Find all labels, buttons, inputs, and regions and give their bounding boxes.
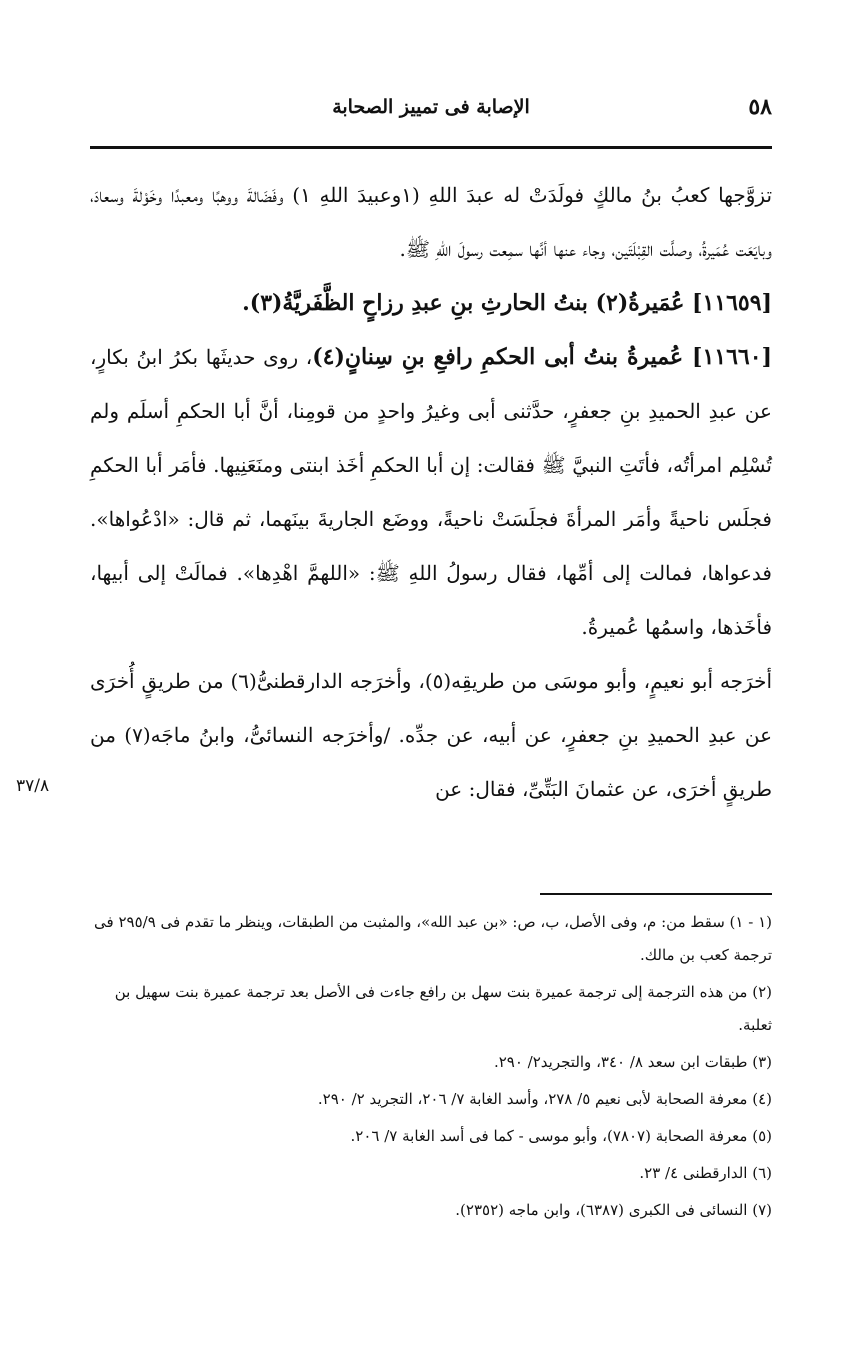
paragraph-3: أخرَجه أبو نعيمٍ، وأبو موسَى من طريقِه(٥)، وأخرَجه الدارقطنىُّ(٦) من طريقٍ أُخرَى عن عبدِ الحميدِ بنِ جعفرٍ، عن أبيه، عن جدِّه. /وأخرَجه النسائىُّ، وابنُ ماجَه(٧) من طريقٍ أخرَى، عن عثمانَ البَتِّىِّ، فقال: عن <box>90 669 773 801</box>
footnote-2: (٢) من هذه الترجمة إلى ترجمة عميرة بنت سهل بن رافع جاءت فى الأصل بعد ترجمة عميرة بنت سهيل بن ثعلبة. <box>114 983 772 1034</box>
footnote-3: (٣) طبقات ابن سعد ٨/ ٣٤٠، والتجريد٢/ ٢٩٠. <box>493 1053 772 1071</box>
margin-volume-page-note: ٣٧/٨ <box>16 776 50 796</box>
footnote-5: (٥) معرفة الصحابة (٧٨٠٧)، وأبو موسى - كما فى أسد الغابة ٧/ ٢٠٦. <box>350 1127 772 1145</box>
footnote-rule <box>540 893 772 895</box>
entry-11659-title: [١١٦٥٩] عُمَيرةُ(٢) بنتُ الحارثِ بنِ عبدِ رزاحٍ الظَّفَريَّةُ(٣). <box>242 290 772 316</box>
footnote-1: (١ - ١) سقط من: م، وفى الأصل، ب، ص: «بن عبد الله»، والمثبت من الطبقات، وينظر ما تقدم فى ٢٩٥/٩ فى ترجمة كعب بن مالك. <box>94 913 772 964</box>
entry-11660-title: [١١٦٦٠] عُميرةُ بنتُ أبى الحكمِ رافعِ بنِ سِنانٍ(٤) <box>312 344 772 370</box>
header-rule <box>90 146 772 149</box>
page-header <box>90 92 772 132</box>
footnotes <box>90 906 772 1231</box>
running-head: الإصابة فى تمييز الصحابة <box>332 96 530 118</box>
paragraph-1: تزوَّجها كعبُ بنُ مالكٍ فولَدَتْ له عبدَ اللهِ (١وعبيدَ اللهِ ١) وفَضَالةَ ووهبًا ومعبدًا وخَوْلةَ وسعادَ، وبايَعَت عُمَيرةُ، وصلَّت القِبْلَتَين، وجاء عنها أنَّها سمِعت رسولَ اللهِ ﷺ. <box>90 183 773 261</box>
footnote-4: (٤) معرفة الصحابة لأبى نعيم ٥/ ٢٧٨، وأسد الغابة ٧/ ٢٠٦، التجريد ٢/ ٢٩٠. <box>317 1090 772 1108</box>
entry-11660 <box>90 330 772 654</box>
page-number: ٥٨ <box>748 94 772 120</box>
entry-11660-text: ، روى حديثَها بكرُ ابنُ بكارٍ، عن عبدِ الحميدِ بنِ جعفرٍ، حدَّثنى أبى وغيرُ واحدٍ من قومِنا، أنَّ أبا الحكمِ أسلَم ولم تُسْلِم امرأتُه، فأتَتِ النبيَّ ﷺ فقالت: إن أبا الحكمِ أخَذ ابنتى ومنَعَنِيها. فأمَر أبا الحكمِ فجلَس ناحيةً وأمَر المرأةَ فجلَسَتْ ناحيةً، ووضَع الجاريةَ بينَهما، ثم قال: «ادْعُواها». فدعواها، فمالت إلى أمِّها، فقال رسولُ اللهِ ﷺ: «اللهمَّ اهْدِها». فمالَتْ إلى أبيها، فأخَذها، واسمُها عُميرةُ. <box>90 345 772 639</box>
footnote-7: (٧) النسائى فى الكبرى (٦٣٨٧)، وابن ماجه (٢٣٥٢). <box>455 1201 772 1219</box>
footnote-6: (٦) الدارقطنى ٤/ ٢٣. <box>639 1164 772 1182</box>
main-text <box>90 168 772 816</box>
